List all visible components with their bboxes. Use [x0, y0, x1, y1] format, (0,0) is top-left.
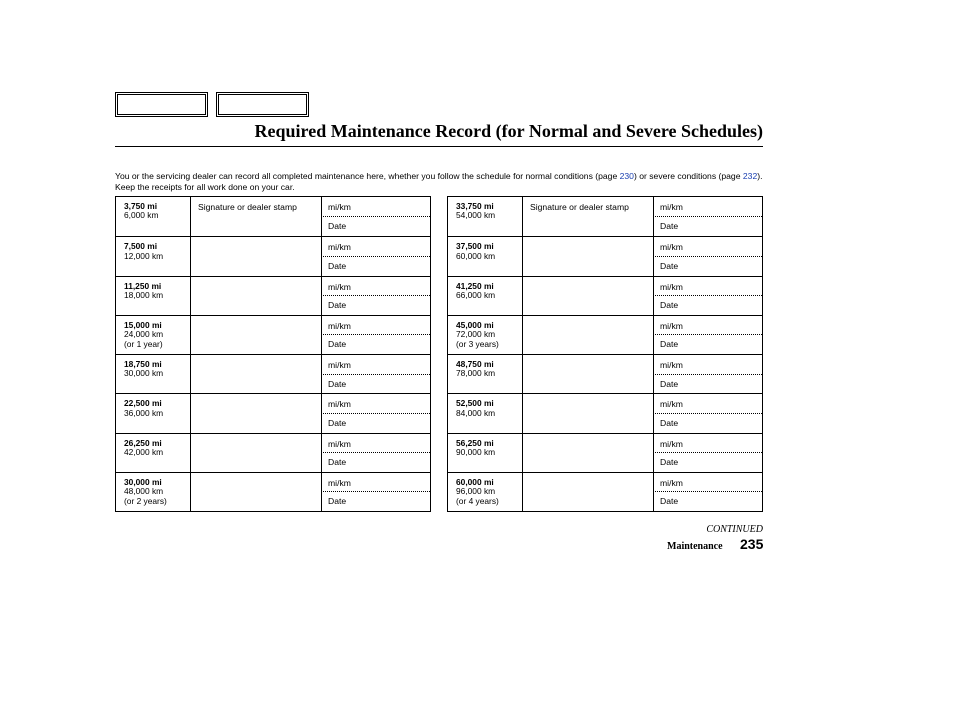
- dotted-divider: [321, 256, 430, 257]
- interval-miles: 7,500 mi: [124, 241, 158, 252]
- dotted-divider: [653, 491, 762, 492]
- date-label: Date: [660, 220, 679, 231]
- interval-cell: [456, 202, 520, 221]
- column-divider: [190, 355, 191, 393]
- dotted-divider: [653, 216, 762, 217]
- interval-cell: [456, 478, 520, 506]
- mikm-label: mi/km: [660, 320, 683, 331]
- column-divider: [190, 316, 191, 354]
- table-row: [116, 472, 430, 511]
- dotted-divider: [321, 295, 430, 296]
- interval-cell: [456, 242, 520, 261]
- column-divider: [190, 394, 191, 432]
- interval-cell: [124, 360, 188, 379]
- mikm-label: mi/km: [660, 281, 683, 292]
- mikm-label: mi/km: [660, 477, 683, 488]
- mikm-label: mi/km: [328, 438, 351, 449]
- maintenance-table-left: [115, 196, 431, 512]
- interval-miles: 18,750 mi: [124, 359, 162, 369]
- date-label: Date: [660, 457, 679, 468]
- interval-miles: 56,250 mi: [456, 437, 494, 448]
- date-label: Date: [328, 260, 347, 271]
- dotted-divider: [653, 334, 762, 335]
- table-row: [448, 197, 762, 236]
- interval-years: (or 4 years): [456, 495, 499, 506]
- dotted-divider: [653, 452, 762, 453]
- interval-kilometers: 84,000 km: [456, 407, 496, 418]
- table-row: [116, 393, 430, 432]
- date-label: Date: [328, 339, 347, 350]
- interval-cell: [124, 202, 188, 221]
- interval-miles: 60,000 mi: [456, 476, 494, 487]
- date-label: Date: [328, 378, 347, 389]
- interval-cell: [124, 399, 188, 418]
- interval-miles: 3,750 mi: [124, 201, 158, 211]
- dotted-divider: [321, 452, 430, 453]
- mikm-label: mi/km: [328, 242, 351, 253]
- header-tab-box-2: [216, 92, 309, 117]
- mikm-label: mi/km: [328, 477, 351, 488]
- interval-cell: [124, 439, 188, 458]
- interval-years: (or 1 year): [124, 338, 163, 349]
- date-label: Date: [660, 417, 679, 428]
- interval-kilometers: 60,000 km: [456, 250, 496, 261]
- table-row: [448, 236, 762, 275]
- column-divider: [522, 277, 523, 315]
- interval-cell: [124, 478, 188, 506]
- interval-kilometers: 30,000 km: [124, 368, 164, 379]
- mikm-label: mi/km: [660, 242, 683, 253]
- mikm-label: mi/km: [328, 281, 351, 292]
- table-row: [448, 354, 762, 393]
- page-number: 235: [740, 536, 764, 552]
- interval-cell: [456, 399, 520, 418]
- table-row: [448, 393, 762, 432]
- interval-cell: [456, 282, 520, 301]
- header-tab-box-1: [115, 92, 208, 117]
- interval-miles: 33,750 mi: [456, 201, 494, 211]
- table-row: [116, 236, 430, 275]
- title-rule: [115, 146, 763, 147]
- column-divider: [522, 355, 523, 393]
- dotted-divider: [321, 216, 430, 217]
- column-divider: [522, 197, 523, 236]
- table-row: [116, 433, 430, 472]
- interval-cell: [456, 321, 520, 349]
- signature-label: Signature or dealer stamp: [530, 202, 629, 212]
- interval-kilometers: 6,000 km: [124, 210, 159, 221]
- column-divider: [190, 434, 191, 472]
- mikm-label: mi/km: [328, 202, 351, 212]
- interval-kilometers: 54,000 km: [456, 210, 496, 221]
- interval-kilometers: 42,000 km: [124, 446, 164, 457]
- interval-kilometers: 48,000 km: [124, 486, 164, 497]
- interval-miles: 22,500 mi: [124, 398, 162, 409]
- column-divider: [190, 237, 191, 275]
- intro-text-middle: ) or severe conditions (page: [633, 171, 743, 181]
- mikm-label: mi/km: [328, 360, 351, 370]
- table-row: [116, 197, 430, 236]
- table-row: [448, 472, 762, 511]
- interval-miles: 15,000 mi: [124, 319, 162, 330]
- table-row: [116, 315, 430, 354]
- page-title: Required Maintenance Record (for Normal and Severe Schedules): [254, 121, 763, 141]
- intro-paragraph: [115, 171, 765, 192]
- interval-cell: [124, 321, 188, 349]
- interval-kilometers: 18,000 km: [124, 289, 164, 300]
- date-label: Date: [328, 300, 347, 311]
- dotted-divider: [653, 374, 762, 375]
- intro-text-before: You or the servicing dealer can record all completed maintenance here, whether you follow the schedule for normal conditions (page: [115, 171, 620, 181]
- table-row: [448, 276, 762, 315]
- interval-kilometers: 24,000 km: [124, 329, 164, 340]
- mikm-label: mi/km: [660, 438, 683, 449]
- column-divider: [522, 316, 523, 354]
- mikm-label: mi/km: [660, 360, 683, 370]
- interval-miles: 41,250 mi: [456, 280, 494, 291]
- date-label: Date: [328, 220, 347, 231]
- interval-kilometers: 12,000 km: [124, 250, 164, 261]
- table-row: [116, 276, 430, 315]
- interval-kilometers: 72,000 km: [456, 329, 496, 340]
- date-label: Date: [660, 378, 679, 389]
- column-divider: [190, 197, 191, 236]
- date-label: Date: [328, 457, 347, 468]
- intro-text-after: ). Keep the receipts for all work done on your car.: [115, 171, 763, 192]
- column-divider: [190, 473, 191, 511]
- interval-cell: [456, 439, 520, 458]
- continued-label: CONTINUED: [706, 524, 763, 535]
- mikm-label: mi/km: [660, 399, 683, 410]
- dotted-divider: [653, 295, 762, 296]
- interval-kilometers: 36,000 km: [124, 407, 164, 418]
- interval-miles: 37,500 mi: [456, 241, 494, 252]
- interval-years: (or 3 years): [456, 338, 499, 349]
- table-row: [448, 315, 762, 354]
- maintenance-table-right: [447, 196, 763, 512]
- dotted-divider: [653, 413, 762, 414]
- interval-cell: [124, 282, 188, 301]
- dotted-divider: [653, 256, 762, 257]
- page-link-230[interactable]: 230: [619, 171, 634, 181]
- mikm-label: mi/km: [660, 202, 683, 212]
- table-row: [448, 433, 762, 472]
- interval-kilometers: 78,000 km: [456, 368, 496, 379]
- column-divider: [522, 473, 523, 511]
- date-label: Date: [660, 496, 679, 507]
- dotted-divider: [321, 334, 430, 335]
- interval-miles: 48,750 mi: [456, 359, 494, 369]
- column-divider: [522, 237, 523, 275]
- interval-miles: 45,000 mi: [456, 319, 494, 330]
- interval-miles: 26,250 mi: [124, 437, 162, 448]
- interval-years: (or 2 years): [124, 495, 167, 506]
- interval-cell: [124, 242, 188, 261]
- section-name: Maintenance: [667, 541, 723, 552]
- signature-label: Signature or dealer stamp: [198, 202, 297, 212]
- mikm-label: mi/km: [328, 399, 351, 410]
- dotted-divider: [321, 413, 430, 414]
- interval-kilometers: 96,000 km: [456, 486, 496, 497]
- date-label: Date: [328, 417, 347, 428]
- date-label: Date: [660, 260, 679, 271]
- column-divider: [190, 277, 191, 315]
- interval-miles: 52,500 mi: [456, 398, 494, 409]
- interval-cell: [456, 360, 520, 379]
- interval-kilometers: 66,000 km: [456, 289, 496, 300]
- interval-miles: 11,250 mi: [124, 280, 162, 291]
- interval-miles: 30,000 mi: [124, 476, 162, 487]
- column-divider: [321, 197, 322, 236]
- dotted-divider: [321, 491, 430, 492]
- page-link-232[interactable]: 232: [742, 171, 758, 181]
- table-row: [116, 354, 430, 393]
- column-divider: [522, 394, 523, 432]
- column-divider: [653, 197, 654, 236]
- column-divider: [522, 434, 523, 472]
- date-label: Date: [328, 496, 347, 507]
- interval-kilometers: 90,000 km: [456, 446, 496, 457]
- dotted-divider: [321, 374, 430, 375]
- date-label: Date: [660, 339, 679, 350]
- mikm-label: mi/km: [328, 320, 351, 331]
- date-label: Date: [660, 300, 679, 311]
